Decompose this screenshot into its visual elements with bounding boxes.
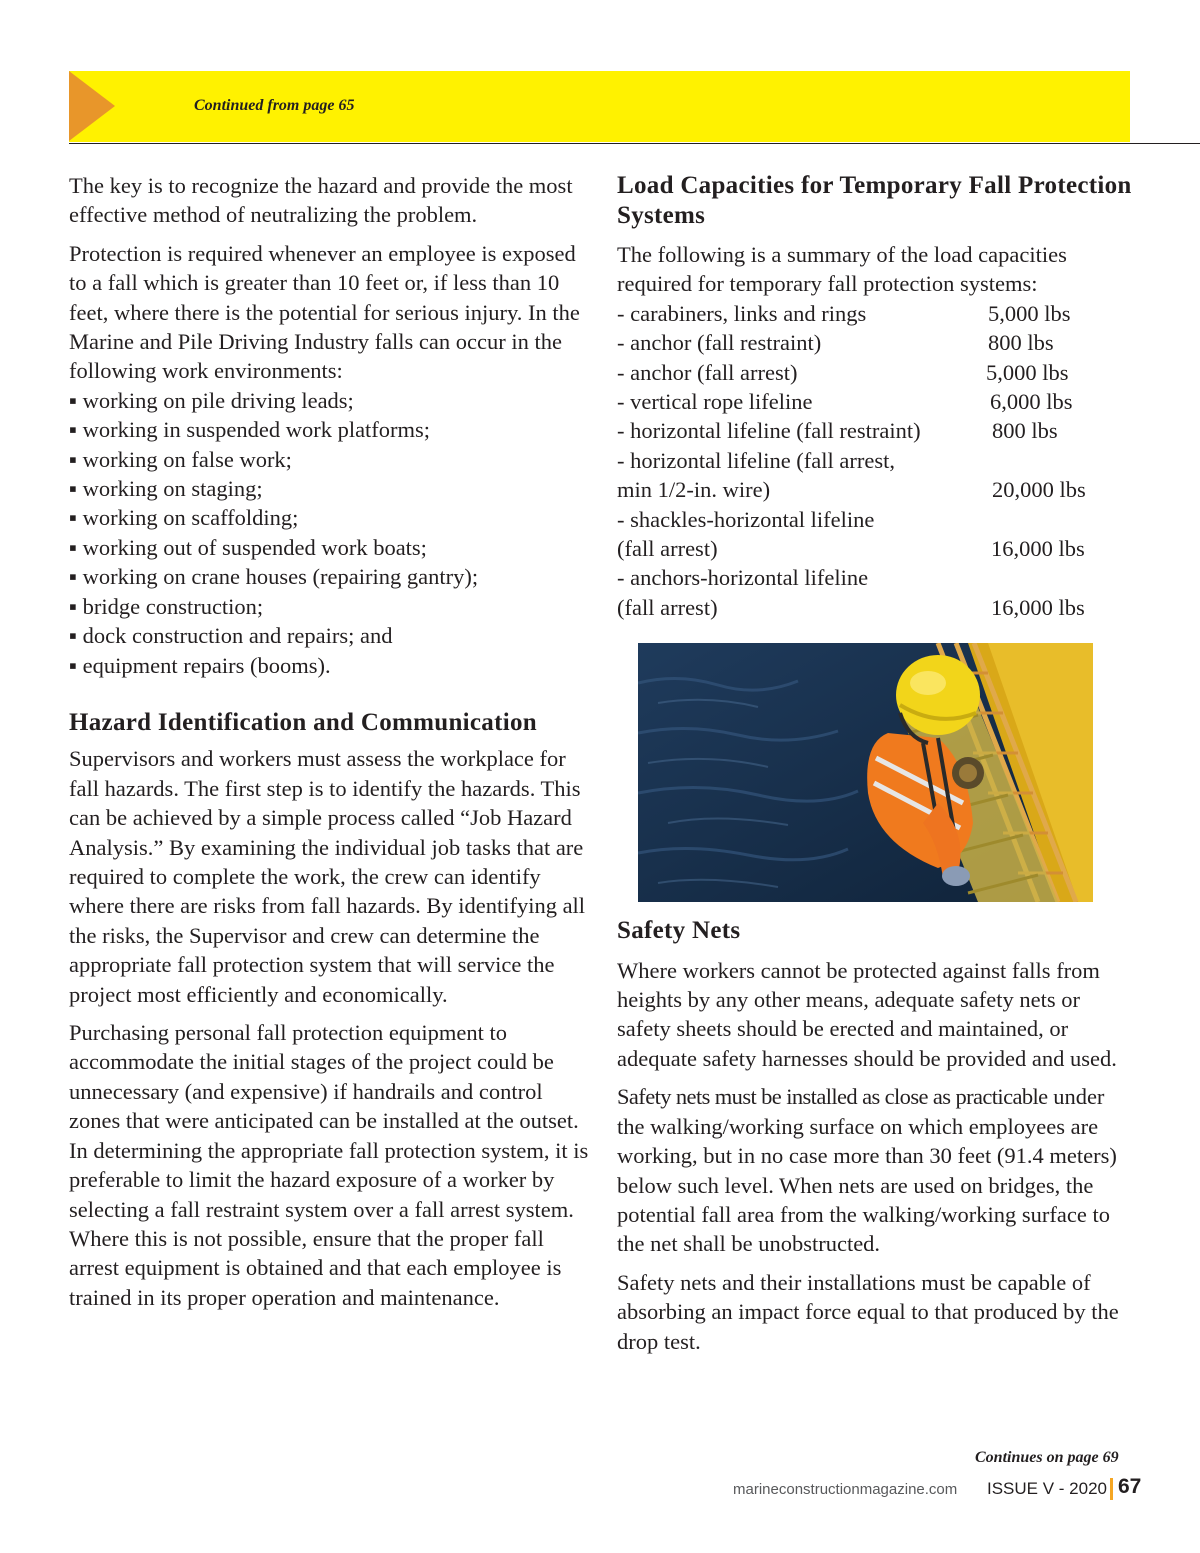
right-column — [617, 171, 1137, 1365]
table-row — [617, 416, 1137, 445]
footer-website: marineconstructionmagazine.com — [733, 1481, 958, 1498]
load-value: 20,000 lbs — [992, 477, 1086, 503]
load-value: 16,000 lbs — [991, 535, 1085, 561]
safety-nets-paragraph-1: Where workers cannot be protected against falls from heights by any other means, adequate safety nets or safety sheets should be erected and maintained, or adequate safety harnesses should be provided and used. — [617, 957, 1117, 1071]
load-item: - horizontal lifeline (fall arrest, — [617, 447, 895, 473]
arrow-icon — [69, 71, 115, 141]
left-column — [69, 171, 589, 1321]
list-item: ▪ dock construction and repairs; and — [69, 623, 393, 649]
intro-paragraph: The key is to recognize the hazard and provide the most effective method of neutralizing the problem. — [69, 173, 573, 228]
safety-nets-paragraph-2-lead: Safety nets must be installed as close as practicable — [617, 1084, 1048, 1110]
load-item: - anchors-horizontal lifeline — [617, 565, 869, 591]
load-item-continued: (fall arrest) — [617, 594, 718, 620]
work-environments-list — [69, 386, 589, 680]
load-value: 6,000 lbs — [990, 388, 1073, 414]
load-item-continued: min 1/2-in. wire) — [617, 477, 771, 503]
continues-label: Continues on page 69 — [975, 1449, 1119, 1466]
load-item: - anchor (fall restraint) — [617, 330, 822, 356]
list-item: ▪ working on staging; — [69, 476, 263, 502]
load-item: - shackles-horizontal lifeline — [617, 506, 875, 532]
load-item: - vertical rope lifeline — [617, 388, 813, 414]
footer-issue: ISSUE V - 2020 — [987, 1479, 1108, 1498]
list-item: ▪ working on crane houses (repairing gantry); — [69, 564, 479, 590]
list-item: ▪ working on scaffolding; — [69, 505, 299, 531]
list-item: ▪ working on false work; — [69, 446, 292, 472]
safety-nets-paragraph-3: Safety nets and their installations must be capable of absorbing an impact force equal to that produced by the drop test. — [617, 1269, 1119, 1354]
load-item-continued: (fall arrest) — [617, 535, 718, 561]
continued-from-label: Continued from page 65 — [194, 97, 355, 114]
load-capacities-heading: Load Capacities for Temporary Fall Protection Systems — [617, 172, 1132, 229]
safety-nets-paragraph-2-body: under the walking/working surface on which employees are working, but in no case more than 30 feet (91.4 meters) below such level. When nets are used on bridges, the potential fall area from the walking/working surface to the net shall be unobstructed. — [617, 1084, 1117, 1257]
load-capacity-table — [617, 299, 1137, 622]
list-item: ▪ working on pile driving leads; — [69, 387, 354, 413]
load-value: 800 lbs — [992, 418, 1058, 444]
load-value: 16,000 lbs — [991, 594, 1085, 620]
hazard-paragraph: Supervisors and workers must assess the workplace for fall hazards. The first step is to identify the hazards. This can be achieved by a simple process called “Job Hazard Analysis.” By examining the individual job tasks that are required to complete the work, the crew can identify where there are risks from fall hazards. By identifying all the risks, the Supervisor and crew can determine the appropriate fall protection system that will service the project most efficiently and economically. — [69, 746, 586, 1007]
worker-photo — [638, 643, 1093, 902]
list-item: ▪ bridge construction; — [69, 593, 264, 619]
purchasing-paragraph: Purchasing personal fall protection equipment to accommodate the initial stages of the project could be unnecessary (and expensive) if handrails and control zones that were anticipated can be installed at the outset. In determining the appropriate fall protection system, it is preferable to limit the hazard exposure of a worker by selecting a fall restraint system over a fall arrest system. Where this is not possible, ensure that the proper fall arrest equipment is obtained and that each employee is trained in its proper operation and maintenance. — [69, 1020, 589, 1310]
load-value: 800 lbs — [988, 330, 1054, 356]
load-value: 5,000 lbs — [988, 300, 1071, 326]
table-row — [617, 299, 1137, 328]
hazard-heading: Hazard Identification and Communication — [69, 708, 537, 736]
table-row — [617, 505, 1137, 564]
safety-nets-heading: Safety Nets — [617, 917, 741, 945]
table-row — [617, 328, 1137, 357]
table-row — [617, 387, 1137, 416]
table-row — [617, 446, 1137, 505]
worker-illustration — [638, 643, 1093, 902]
list-item: ▪ equipment repairs (booms). — [69, 652, 331, 678]
load-value: 5,000 lbs — [986, 359, 1069, 385]
protection-paragraph: Protection is required whenever an employee is exposed to a fall which is greater than 10 feet or, if less than 10 feet, where there is the potential for serious injury. In the Marine and Pile Driving Industry falls can occur in the following work environments: — [69, 240, 580, 384]
table-row — [617, 563, 1137, 622]
load-item: - anchor (fall arrest) — [617, 359, 798, 385]
page-number: 67 — [1118, 1475, 1142, 1498]
load-item: - carabiners, links and rings — [617, 300, 867, 326]
load-item: - horizontal lifeline (fall restraint) — [617, 418, 921, 444]
safety-nets-paragraph-2 — [617, 1082, 1137, 1258]
footer-divider — [1110, 1478, 1113, 1500]
load-intro-paragraph: The following is a summary of the load capacities required for temporary fall protection systems: — [617, 242, 1067, 297]
table-row — [617, 358, 1137, 387]
header-rule — [69, 143, 1200, 144]
list-item: ▪ working out of suspended work boats; — [69, 534, 427, 560]
list-item: ▪ working in suspended work platforms; — [69, 417, 431, 443]
